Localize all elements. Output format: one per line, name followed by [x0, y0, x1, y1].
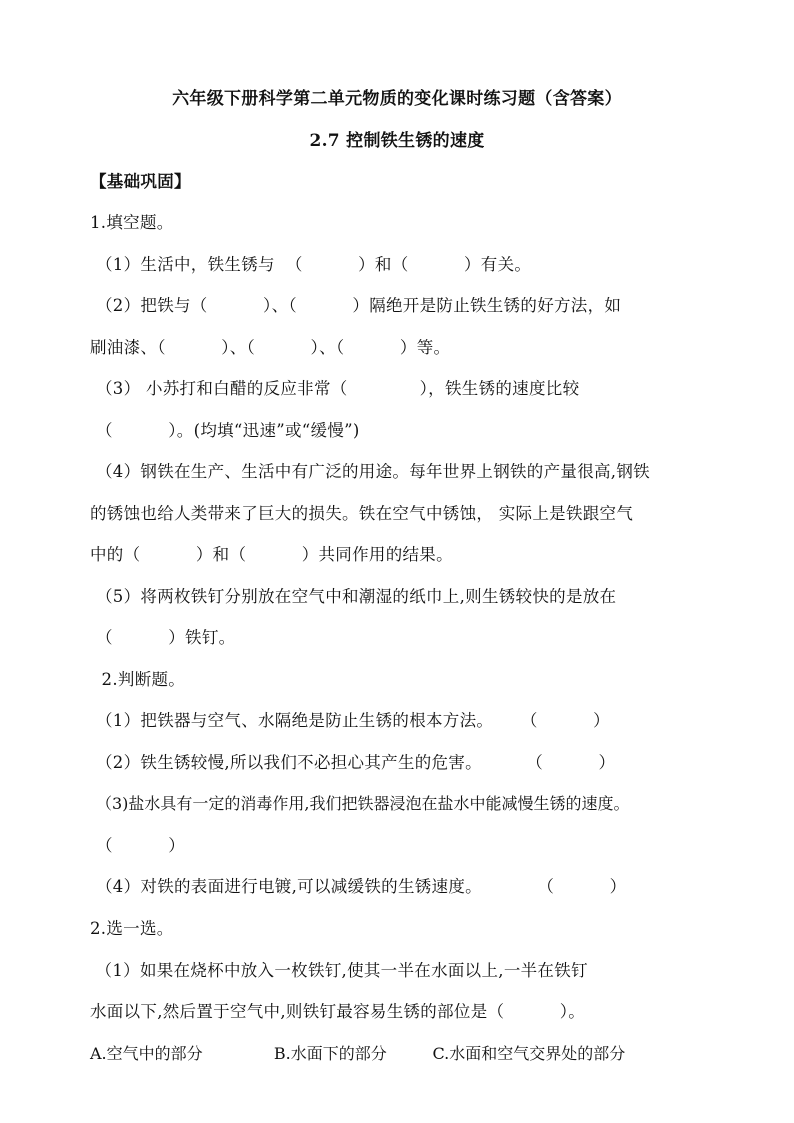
fill-blank-question-1: （1）生活中，铁生锈与 （ ）和（ ）有关。 [96, 255, 532, 274]
fill-blank-question-2-cont: 刷油漆、（ ）、（ ）、（ ）等。 [90, 338, 451, 357]
fill-blank-question-4-cont2: 中的（ ）和（ ）共同作用的结果。 [90, 545, 453, 564]
lesson-subtitle: 2.7 控制铁生锈的速度 [309, 131, 485, 151]
question-group-heading: 2.判断题。 [96, 670, 186, 689]
judge-question-3: （3)盐水具有一定的消毒作用,我们把铁器浸泡在盐水中能减慢生锈的速度。 [96, 794, 630, 813]
fill-blank-question-5: （5）将两枚铁钉分别放在空气中和潮湿的纸巾上,则生锈较快的是放在 [96, 587, 617, 606]
judge-question-4: （4）对铁的表面进行电镀,可以减缓铁的生锈速度。 （ ） [96, 877, 627, 896]
judge-question-3-cont: （ ） [96, 836, 186, 855]
choice-options: A.空气中的部分 B.水面下的部分 C.水面和空气交界处的部分 [90, 1044, 626, 1063]
question-group-heading: 2.选一选。 [90, 919, 174, 938]
judge-question-1: （1）把铁器与空气、水隔绝是防止生锈的根本方法。 （ ） [96, 711, 610, 730]
fill-blank-question-5-cont: （ ）铁钉。 [96, 628, 236, 647]
judge-question-2: （2）铁生锈较慢,所以我们不必担心其产生的危害。 （ ） [96, 753, 616, 772]
fill-blank-question-4-cont: 的锈蚀也给人类带来了巨大的损失。铁在空气中锈蚀， 实际上是铁跟空气 [90, 504, 634, 523]
section-heading: 【基础巩固】 [90, 172, 191, 191]
question-group-heading: 1.填空题。 [90, 213, 174, 232]
fill-blank-question-3: （3） 小苏打和白醋的反应非常（ ），铁生锈的速度比较 [96, 379, 580, 398]
fill-blank-question-2: （2）把铁与（ ）、（ ）隔绝开是防止铁生锈的好方法，如 [96, 296, 622, 315]
choice-question-1: （1）如果在烧杯中放入一枚铁钉,使其一半在水面以上,一半在铁钉 [90, 961, 588, 980]
fill-blank-question-4: （4）钢铁在生产、生活中有广泛的用途。每年世界上钢铁的产量很高,钢铁 [96, 462, 650, 481]
document-title: 六年级下册科学第二单元物质的变化课时练习题（含答案） [172, 89, 622, 109]
choice-question-1-cont: 水面以下,然后置于空气中,则铁钉最容易生锈的部位是（ ）。 [90, 1002, 586, 1021]
fill-blank-question-3-cont: （ ）。(均填“迅速”或“缓慢”) [96, 421, 360, 440]
